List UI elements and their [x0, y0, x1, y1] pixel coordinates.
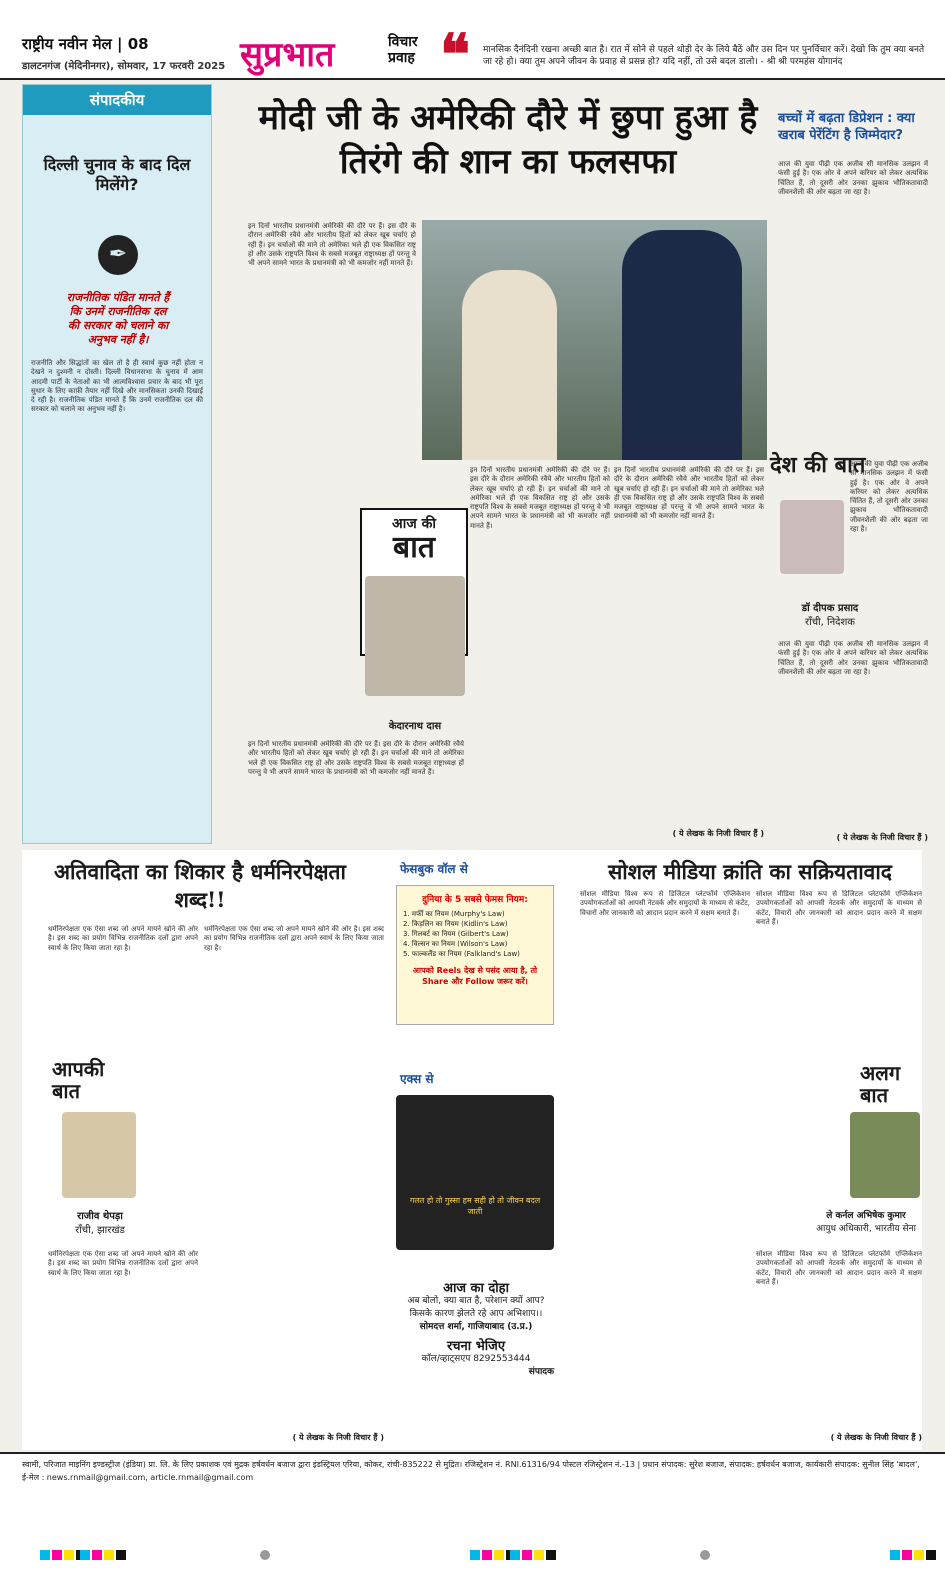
fb-footer: आपको Reels देख से पसंद आया है, तो Share और Follow जरूर करें। [412, 966, 538, 986]
imprint-text: स्वामी, परिजात माइनिंग इण्डस्ट्रीज (इंडिया) प्रा. लि. के लिए प्रकाशक एवं मुद्रक हर्षवर्धन बजाज द्वारा इंडस्ट्रियल एरिया, कोकर, रांची-835222 से मुद्रित। रजिस्ट्रेशन नं. RNI.61316/94 पोस्टल रजिस्ट्रेशन नं.-13 | प्रधान संपादक: सुरेश बजाज, संपादक: हर्षवर्धन बजाज, कार्यकारी संपादक: सुनील सिंह 'बादल', ई-मेल : news.rnmail@gmail.com, article.rnmail@gmail.com [22, 1460, 920, 1482]
left-author-name: राजीव थेपड़ा राँची, झारखंड [75, 1211, 125, 1236]
right-body: आज की युवा पीढ़ी एक अजीब सी मानसिक उलझन में फंसी हुई है। एक ओर वे अपने करियर को लेकर अत्यधिक चिंतित हैं, तो दूसरी ओर उनका झुकाव भौतिकतावादी जीवनशैली की ओर बढ़ता जा रहा है। [778, 160, 928, 196]
color-swatch [914, 1550, 924, 1560]
color-swatch [470, 1550, 480, 1560]
bottom-right-body-b: सोशल मीडिया विश्व रूप से डिजिटल प्लेटफॉर्म एप्लिकेशन उपयोगकर्ताओं को आपसी नेटवर्क और समुदायों के माध्यम से कंटेंट, विचारों और जानकारी को आदान प्रदान करने में सक्षम बनाते हैं। [756, 890, 922, 926]
right-bottom-author-photo [850, 1112, 920, 1198]
registration-dot [260, 1550, 270, 1560]
paper-name: राष्ट्रीय नवीन मेल | 08 [22, 35, 149, 53]
x-post [396, 1095, 554, 1250]
editorial-title: दिल्ली चुनाव के बाद दिल मिलेंगे? [43, 155, 191, 194]
right-body-c: आज की युवा पीढ़ी एक अजीब सी मानसिक उलझन में फंसी हुई है। एक ओर वे अपने करियर को लेकर अत्यधिक चिंतित हैं, तो दूसरी ओर उनका झुकाव भौतिकतावादी जीवनशैली की ओर बढ़ता जा रहा है। [778, 640, 928, 676]
fb-title: दुनिया के 5 सबसे फेमस नियम: [422, 895, 528, 905]
color-swatch [64, 1550, 74, 1560]
doha-box: आज का दोहा अब बोलो, क्या बात है, परेशान क्यों आप? किसके कारण झेलते रहे आप अभिशाप।। सोमदत्त शर्मा, गाजियाबाद (उ.प्र.) रचना भेजिए कॉल/व्हाट्सएप 8292553444 संपादक [407, 1281, 554, 1377]
alag-baat: अलग बात [860, 1061, 901, 1107]
color-swatch [494, 1550, 504, 1560]
main-headline: मोदी जी के अमेरिकी दौरे में छुपा हुआ है तिरंगे की शान का फलसफा [258, 98, 758, 182]
aaj-label: आज की [392, 516, 436, 532]
section-name: विचार प्रवाह [388, 34, 418, 66]
color-swatch [80, 1550, 90, 1560]
right-headline: बच्चों में बढ़ता डिप्रेशन : क्या खराब पेरेंटिंग है जिम्मेदार? [778, 111, 915, 143]
main-byline: ( ये लेखक के निजी विचार हैं ) [672, 829, 764, 838]
color-swatch [926, 1550, 936, 1560]
color-swatch [890, 1550, 900, 1560]
bottom-left-body-a: धर्मनिरपेक्षता एक ऐसा शब्द जो अपने मायने खोने की ओर है। इस शब्द का प्रयोग विभिन्न राजनीतिक दलों द्वारा अपने स्वार्थ के लिए किया जाता रहा है। [48, 925, 198, 952]
dateline: डालटनगंज (मेदिनीनगर), सोमवार, 17 फरवरी 2025 [22, 61, 226, 72]
x-label: एक्स से [400, 1072, 434, 1086]
supplement-logo: सुप्रभात [240, 35, 335, 75]
left-author-photo [62, 1112, 136, 1198]
main-body-col1b: इन दिनों भारतीय प्रधानमंत्री अमेरिकी की दौरे पर हैं। इस दौरे के दौरान अमेरिकी रवैये और भारतीय हितों को लेकर खूब चर्चाएं हो रही हैं। इन चर्चाओं की माने तो अमेरिका भले ही एक विकसित राष्ट्र हो और उसके राष्ट्रपति विश्व के सबसे मजबूत राष्ट्राध्यक्ष हों परन्तु वे भी अपने सामने भारत के प्रधानमंत्री को भी कमजोर नहीं मानते हैं। [248, 740, 464, 776]
editorial-continuation [216, 200, 244, 840]
color-swatch [546, 1550, 556, 1560]
registration-dot [700, 1550, 710, 1560]
right-bottom-author: ले कर्नल अभिषेक कुमार आयुध अधिकारी, भारतीय सेना [816, 1211, 916, 1234]
color-swatch [510, 1550, 520, 1560]
baat-label: बात [393, 530, 435, 565]
bottom-left-body-c: धर्मनिरपेक्षता एक ऐसा शब्द जो अपने मायने खोने की ओर है। इस शब्द का प्रयोग विभिन्न राजनीतिक दलों द्वारा अपने स्वार्थ के लिए किया जाता रहा है। [204, 925, 384, 952]
color-swatch [92, 1550, 102, 1560]
x-caption: गलत हो तो गुस्सा हम सही हो तो जीवन बदल जाती [409, 1196, 541, 1216]
author-name: केदारनाथ दास [388, 721, 442, 732]
editorial-body: राजनीति और सिद्धांतों का खेल तो है ही स्वार्थ कुछ नहीं होता न देखने न दुश्मनी न दोस्ती। दिल्ली विधानसभा के चुनाव में आम आदमी पार्टी के नेताओं का भी आत्मविश्वास प्रचार के बाद भी पूरा सुधार के लिए काफ़ी तैयार नहीं दिखे और मानसिकता उनकी दिखाई दे रही है। राजनीतिक पंडित मानते हैं कि उनमें राजनीतिक दल की सरकार को चलाने का अनुभव नहीं है। [31, 359, 203, 414]
bottom-left-headline: अतिवादिता का शिकार है धर्मनिरपेक्षता शब्द!! [54, 859, 346, 912]
right-author-photo [780, 500, 844, 574]
color-swatch [40, 1550, 50, 1560]
quote-icon: ❝ [440, 22, 471, 88]
bottom-right-body-a: सोशल मीडिया विश्व रूप से डिजिटल प्लेटफॉर्म एप्लिकेशन उपयोगकर्ताओं को आपसी नेटवर्क और समुदायों के माध्यम से कंटेंट, विचारों और जानकारी को आदान प्रदान करने में सक्षम बनाते हैं। [580, 890, 750, 917]
aapki-baat: आपकी बात [52, 1057, 105, 1103]
right-bottom-byline: ( ये लेखक के निजी विचार हैं ) [830, 1433, 922, 1442]
fb-list: 1. मर्फी का नियम (Murphy's Law) 2. किड़लिन का नियम (Kidlin's Law) 3. गिलबर्ट का नियम (Gilbert's Law) 4. विल्सन का नियम (Wilson's Law) 5. फाल्कलैंड का नियम (Falkland's Law) [403, 910, 520, 958]
right-body-b: आज की युवा पीढ़ी एक अजीब सी मानसिक उलझन में फंसी हुई है। एक ओर वे अपने करियर को लेकर अत्यधिक चिंतित हैं, तो दूसरी ओर उनका झुकाव भौतिकतावादी जीवनशैली की ओर बढ़ता जा रहा है। [850, 460, 928, 534]
right-author-name: डॉ दीपक प्रसाद राँची, निदेशक [801, 603, 859, 628]
facebook-post [396, 885, 554, 1025]
main-body-col3: इन दिनों भारतीय प्रधानमंत्री अमेरिकी की दौरे पर हैं। इस दौरे के दौरान अमेरिकी रवैये और भारतीय हितों को लेकर खूब चर्चाएं हो रही हैं। इन चर्चाओं की माने तो अमेरिका भले ही एक विकसित राष्ट्र हो और उसके राष्ट्रपति विश्व के सबसे मजबूत राष्ट्राध्यक्ष हों परन्तु वे भी अपने सामने भारत के प्रधानमंत्री को भी कमजोर नहीं मानते हैं। [614, 466, 764, 521]
leaders-photo [422, 220, 767, 460]
desh-ki-baat: देश की बात [770, 453, 866, 478]
bottom-left-body-b: धर्मनिरपेक्षता एक ऐसा शब्द जो अपने मायने खोने की ओर है। इस शब्द का प्रयोग विभिन्न राजनीतिक दलों द्वारा अपने स्वार्थ के लिए किया जाता रहा है। [48, 1250, 198, 1277]
color-swatch [52, 1550, 62, 1560]
editorial-column [22, 84, 212, 844]
color-swatch [902, 1550, 912, 1560]
facebook-label: फेसबुक वॉल से [400, 862, 468, 876]
color-swatch [104, 1550, 114, 1560]
main-body-col2: इन दिनों भारतीय प्रधानमंत्री अमेरिकी की दौरे पर हैं। इस दौरे के दौरान अमेरिकी रवैये और भारतीय हितों को लेकर खूब चर्चाएं हो रही हैं। इन चर्चाओं की माने तो अमेरिका भले ही एक विकसित राष्ट्र हो और उसके राष्ट्रपति विश्व के सबसे मजबूत राष्ट्राध्यक्ष हों परन्तु वे भी अपने सामने भारत के प्रधानमंत्री को भी कमजोर नहीं मानते हैं। [470, 466, 610, 530]
right-byline: ( ये लेखक के निजी विचार हैं ) [836, 833, 928, 842]
left-byline: ( ये लेखक के निजी विचार हैं ) [292, 1433, 384, 1442]
color-swatch [534, 1550, 544, 1560]
color-swatch [116, 1550, 126, 1560]
editorial-pull-quote: राजनीतिक पंडित मानते हैं कि उनमें राजनीतिक दल की सरकार को चलाने का अनुभव नहीं है। [66, 291, 170, 346]
author-photo [365, 576, 465, 696]
bottom-right-headline: सोशल मीडिया क्रांति का सक्रियतावाद [608, 859, 892, 884]
thought-of-day: मानसिक दैनंदिनी रखना अच्छी बात है। रात में सोने से पहले थोड़ी देर के लिये बैठें और उस दिन पर पुनर्विचार करें। देखो कि तुम क्या बनते जा रहे हो। क्या तुम अपने जीवन के प्रवाह से प्रसन्न हो? यदि नहीं, तो उसे बदल डालो। - श्री श्री परमहंस योगानंद [483, 45, 925, 67]
color-swatch [522, 1550, 532, 1560]
main-body-col1: इन दिनों भारतीय प्रधानमंत्री अमेरिकी की दौरे पर हैं। इस दौरे के दौरान अमेरिकी रवैये और भारतीय हितों को लेकर खूब चर्चाएं हो रही हैं। इन चर्चाओं की माने तो अमेरिका भले ही एक विकसित राष्ट्र हो और उसके राष्ट्रपति विश्व के सबसे मजबूत राष्ट्राध्यक्ष हों परन्तु वे भी अपने सामने भारत के प्रधानमंत्री को भी कमजोर नहीं मानते हैं। [248, 222, 416, 268]
color-swatch [482, 1550, 492, 1560]
editorial-band: संपादकीय [23, 85, 211, 115]
pen-icon: ✒ [98, 235, 138, 275]
bottom-right-body-c: सोशल मीडिया विश्व रूप से डिजिटल प्लेटफॉर्म एप्लिकेशन उपयोगकर्ताओं को आपसी नेटवर्क और समुदायों के माध्यम से कंटेंट, विचारों और जानकारी को आदान प्रदान करने में सक्षम बनाते हैं। [756, 1250, 922, 1286]
